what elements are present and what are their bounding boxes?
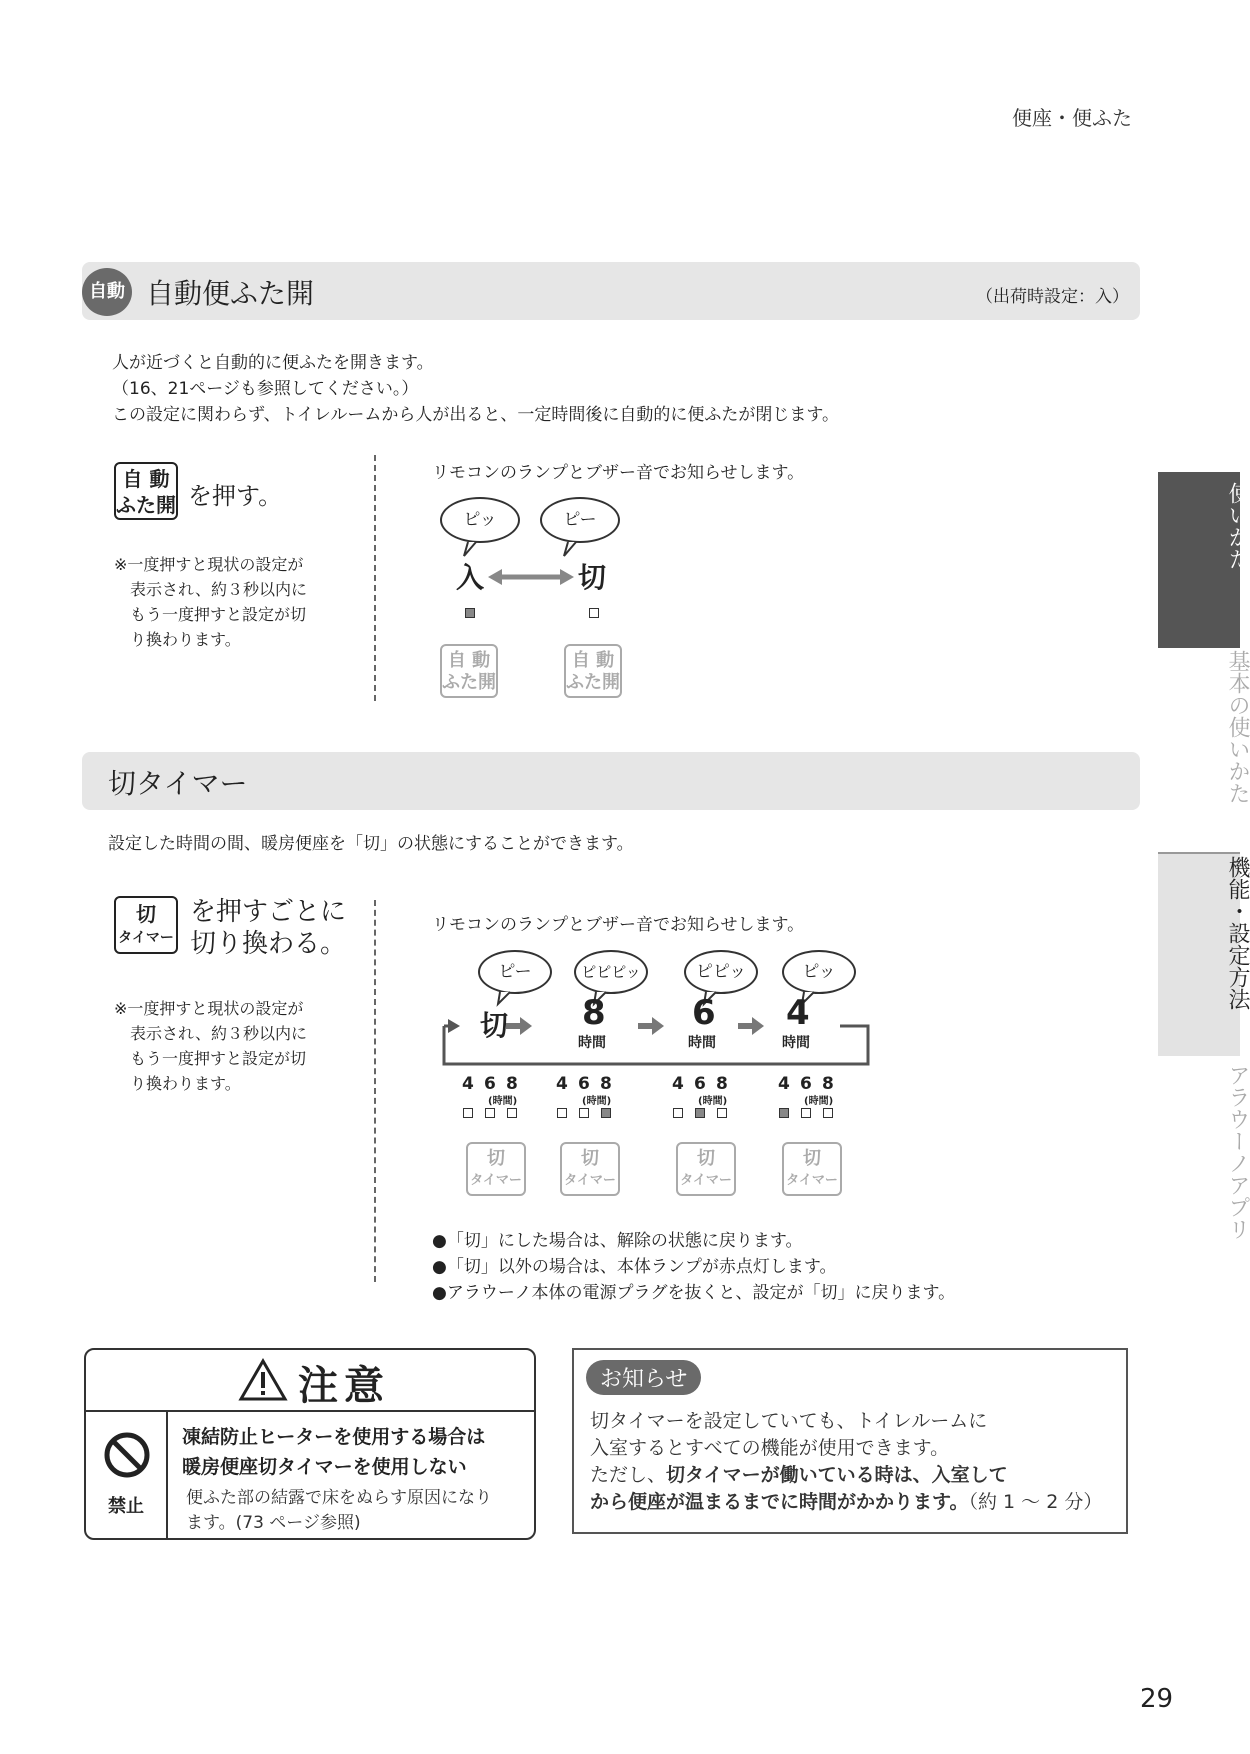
auto-lid-title: 自動便ふた開 — [146, 277, 315, 310]
sidebar-tab-label: アラウーノアプリ — [1225, 1064, 1250, 1240]
lamp-off — [463, 1108, 473, 1118]
auto-lid-button-ghost — [440, 644, 498, 698]
description-line: （16、21ページも参照してください。） — [112, 379, 419, 399]
lamp-group — [462, 1074, 532, 1188]
prohibited-icon — [102, 1430, 152, 1480]
state-label-off: 切 — [578, 561, 607, 594]
caution-detail-line: 便ふた部の結露で床をぬらす原因になり — [186, 1488, 492, 1508]
state-label-on: 入 — [456, 561, 485, 594]
sound-text: ピピッ — [695, 962, 747, 982]
ghost-line1: 切 — [581, 1148, 599, 1169]
timer-state-label: 4 — [786, 993, 810, 1033]
lamp-number: 4 — [778, 1074, 790, 1094]
lamp-number: 6 — [484, 1074, 496, 1094]
sound-bubble-off — [540, 497, 620, 543]
auto-lid-remote-notice: リモコンのランプとブザー音でお知らせします。 — [432, 463, 805, 483]
lamp-on — [779, 1108, 789, 1118]
note-line: もう一度押すと設定が切 — [130, 605, 307, 624]
lamp-off — [717, 1108, 727, 1118]
sound-text: ピー — [563, 510, 597, 530]
off-timer-title: 切タイマー — [108, 767, 248, 800]
description-line: 人が近づくと自動的に便ふたを開きます。 — [112, 353, 434, 373]
lamp-off — [823, 1108, 833, 1118]
note-line: り換わります。 — [130, 630, 241, 649]
note-line: ※一度押すと現状の設定が — [114, 555, 304, 574]
off-timer-press-text — [190, 896, 346, 960]
toggle-double-arrow-icon — [488, 566, 574, 588]
ghost-line2: タイマー — [786, 1173, 838, 1188]
notice-line — [590, 1462, 1102, 1489]
note-line: 表示され、約３秒以内に — [130, 580, 307, 599]
sound-text: ピー — [498, 962, 532, 982]
sound-text: ピッ — [463, 510, 497, 530]
notice-line-prefix: ただし、 — [590, 1464, 667, 1486]
note-line: もう一度押すと設定が切 — [130, 1049, 307, 1068]
lamp-off — [485, 1108, 495, 1118]
bullet-item: ●「切」以外の場合は、本体ランプが赤点灯します。 — [432, 1257, 837, 1277]
off-timer-button-ghost — [782, 1142, 842, 1196]
press-line: 切り換わる。 — [190, 929, 347, 959]
caution-detail-line: ます。(73 ページ参照) — [186, 1513, 361, 1533]
lamp-on — [601, 1108, 611, 1118]
lamp-off — [589, 608, 599, 618]
caution-bold-text — [182, 1422, 485, 1482]
notice-line: 入室するとすべての機能が使用できます。 — [590, 1437, 950, 1459]
note-line: り換わります。 — [130, 1074, 241, 1093]
auto-lid-button-ghost — [564, 644, 622, 698]
lamp-number: 8 — [716, 1074, 728, 1094]
off-timer-button-ghost — [676, 1142, 736, 1196]
lamp-off — [673, 1108, 683, 1118]
notice-line: 切タイマーを設定していても、トイレルームに — [590, 1410, 988, 1432]
sound-text: ピッ — [802, 962, 836, 982]
press-line: を押すごとに — [190, 897, 347, 927]
sidebar-tab-label: 基本の使いかた — [1225, 650, 1250, 804]
note-line: 表示され、約３秒以内に — [130, 1024, 307, 1043]
ghost-line1: 切 — [487, 1148, 505, 1169]
sidebar-tab-basic[interactable] — [1158, 648, 1250, 848]
sound-text: ピピピッ — [581, 963, 641, 981]
description-line: この設定に関わらず、トイレルームから人が出ると、一定時間後に自動的に便ふたが閉じます。 — [112, 405, 840, 425]
ghost-line2: タイマー — [470, 1173, 522, 1188]
ghost-line2: タイマー — [680, 1173, 732, 1188]
off-timer-button-line1: 切 — [136, 902, 156, 926]
auto-lid-description — [112, 350, 839, 428]
lamp-number: 8 — [506, 1074, 518, 1094]
timer-hours-unit: 時間 — [688, 1035, 716, 1051]
notice-line — [590, 1489, 1102, 1516]
notice-label: お知らせ — [586, 1360, 701, 1395]
caution-detail — [186, 1486, 492, 1536]
lamp-off — [507, 1108, 517, 1118]
lamp-number: 4 — [462, 1074, 474, 1094]
auto-lid-badge-icon — [82, 268, 132, 316]
timer-hours-unit: 時間 — [782, 1035, 810, 1051]
notice-line-suffix: （約 1 ～ 2 分） — [968, 1491, 1103, 1513]
off-timer-bullets — [432, 1228, 955, 1306]
ghost-line2: タイマー — [564, 1173, 616, 1188]
notice-body — [590, 1408, 1102, 1516]
section-header: 便座・便ふた — [1012, 106, 1132, 130]
sidebar-tab-usage[interactable] — [1158, 472, 1250, 648]
ghost-line1: 切 — [697, 1148, 715, 1169]
notice-bold: から便座が温まるまでに時間がかかります。 — [590, 1491, 969, 1513]
sidebar-tab-app[interactable] — [1158, 1056, 1250, 1256]
sidebar-tab-functions[interactable] — [1158, 852, 1250, 1058]
off-timer-button-line2: タイマー — [118, 930, 174, 946]
caution-box — [84, 1348, 536, 1540]
bubble-tails — [440, 538, 640, 558]
ghost-line1: 切 — [803, 1148, 821, 1169]
notice-bold: 切タイマーが働いている時は、入室して — [666, 1464, 1008, 1486]
bullet-item: ●アラウーノ本体の電源プラグを抜くと、設定が「切」に戻ります。 — [432, 1283, 956, 1303]
divider — [374, 900, 376, 1282]
timer-state-label: 8 — [582, 993, 606, 1033]
lamp-unit: (時間) — [698, 1096, 728, 1107]
lamp-on — [695, 1108, 705, 1118]
lamp-number: 6 — [694, 1074, 706, 1094]
bullet-item: ●「切」にした場合は、解除の状態に戻ります。 — [432, 1231, 803, 1251]
lamp-number: 4 — [556, 1074, 568, 1094]
caution-title: 注意 — [298, 1363, 390, 1409]
lamp-unit: (時間) — [488, 1096, 518, 1107]
lamp-number: 4 — [672, 1074, 684, 1094]
page-number: 29 — [1140, 1684, 1174, 1714]
timer-state-label: 切 — [480, 1009, 509, 1042]
lamp-unit: (時間) — [582, 1096, 612, 1107]
ghost-line1: 自 動 — [571, 650, 615, 671]
caution-icon-cell — [86, 1410, 168, 1538]
auto-lid-button[interactable] — [114, 462, 178, 520]
timer-hours-unit: 時間 — [578, 1035, 606, 1051]
lamp-number: 6 — [578, 1074, 590, 1094]
sidebar-tab-label: 使いかた — [1225, 482, 1250, 570]
ghost-line2: ふた開 — [566, 672, 620, 693]
lamp-number: 8 — [600, 1074, 612, 1094]
divider — [374, 455, 376, 701]
off-timer-button[interactable] — [114, 896, 178, 954]
off-timer-button-ghost — [466, 1142, 526, 1196]
prohibited-label: 禁止 — [108, 1496, 144, 1517]
auto-lid-factory-setting: （出荷時設定：入） — [976, 287, 1129, 307]
off-timer-note — [114, 996, 307, 1096]
notice-box — [572, 1348, 1128, 1534]
auto-lid-note — [114, 552, 307, 652]
lamp-off — [579, 1108, 589, 1118]
caution-line: 凍結防止ヒーターを使用する場合は — [182, 1426, 486, 1448]
lamp-group — [778, 1074, 848, 1188]
lamp-on — [465, 608, 475, 618]
ghost-line1: 自 動 — [447, 650, 491, 671]
auto-lid-button-line1: 自 動 — [122, 467, 170, 491]
ghost-line2: ふた開 — [442, 672, 496, 693]
sound-bubble-on — [440, 497, 520, 543]
auto-lid-badge-text: 自動 — [89, 281, 125, 302]
off-timer-button-ghost — [560, 1142, 620, 1196]
sidebar-tab-label: 機能・設定方法 — [1225, 856, 1250, 1010]
auto-lid-button-line2: ふた開 — [116, 493, 176, 517]
lamp-off — [801, 1108, 811, 1118]
caution-header — [86, 1350, 534, 1412]
lamp-group — [556, 1074, 626, 1188]
lamp-off — [557, 1108, 567, 1118]
timer-state-label: 6 — [692, 993, 716, 1033]
lamp-number: 8 — [822, 1074, 834, 1094]
lamp-unit: (時間) — [804, 1096, 834, 1107]
note-line: ※一度押すと現状の設定が — [114, 999, 304, 1018]
off-timer-description: 設定した時間の間、暖房便座を「切」の状態にすることができます。 — [108, 834, 634, 854]
lamp-number: 6 — [800, 1074, 812, 1094]
off-timer-remote-notice: リモコンのランプとブザー音でお知らせします。 — [432, 915, 805, 935]
caution-line: 暖房便座切タイマーを使用しない — [182, 1456, 467, 1478]
warning-triangle-icon — [238, 1358, 288, 1402]
auto-lid-press-text: を押す。 — [188, 482, 283, 510]
lamp-group — [672, 1074, 742, 1188]
